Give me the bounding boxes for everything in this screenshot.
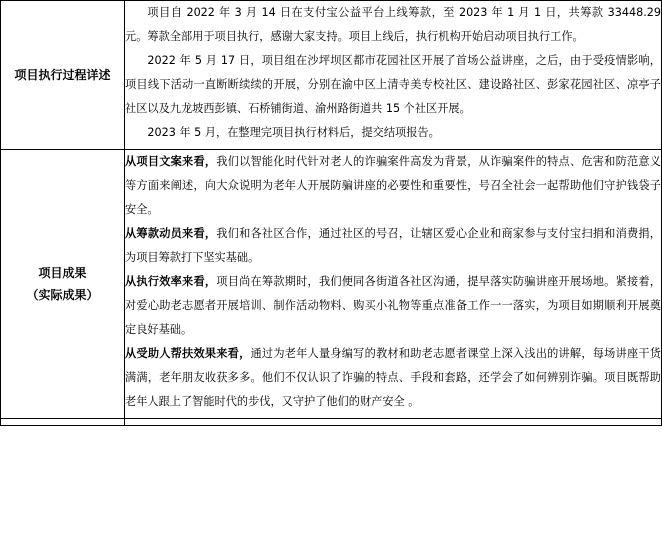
table-row-process: [1, 1, 662, 150]
table-row-results: [1, 150, 662, 419]
paragraph-fundraising: 项目自 2022 年 3 月 14 日在支付宝公益平台上线筹款，至 2023 年 1 月 1 日，共筹款 33448.29 元。筹款全部用于项目执行，感谢大家支持。项目上线后，执行机构开始启动项目执行工作。: [125, 6, 661, 43]
results-label-line2: （实际成果）: [26, 288, 99, 302]
section-text: 通过为老年人量身编写的教材和助老志愿者课堂上深入浅出的讲解，每场讲座干货满满，老年朋友收获多多。他们不仅认识了诈骗的特点、手段和套路，还学会了如何辨别诈骗。项目既帮助老年人跟上了智能时代的步伐，又守护了他们的财产安全 。: [125, 347, 661, 408]
section-text: 我们以智能化时代针对老人的诈骗案件高发为背景，从诈骗案件的特点、危害和防范意义等方面来阐述，向大众说明为老年人开展防骗讲座的必要性和重要性，号召全社会一起帮助他们守护钱袋子安全。: [125, 155, 661, 216]
table-row-next: [1, 419, 662, 426]
result-section-efficiency: [125, 270, 661, 342]
section-text: 项目尚在筹款期时，我们便同各街道各社区沟通，提早落实防骗讲座开展场地。紧接着，对爱心助老志愿者开展培训、制作活动物料、购买小礼物等重点准备工作一一落实，为项目如期顺利开展奠定良好基础。: [125, 275, 661, 336]
next-row-content-cell: [125, 419, 662, 426]
row-content-results: [125, 150, 662, 419]
result-section-fundraising: [125, 222, 661, 270]
result-section-beneficiary: [125, 342, 661, 414]
section-text: 我们和各社区合作，通过社区的号召，让辖区爱心企业和商家参与支付宝扫捐和消费捐，为项目筹款打下坚实基础。: [125, 227, 661, 264]
row-content-process: [125, 1, 662, 150]
section-heading: 从筹款动员来看，: [125, 227, 217, 240]
paragraph-activities: 2022 年 5 月 17 日，项目组在沙坪坝区都市花园社区开展了首场公益讲座，之后，由于受疫情影响，项目线下活动一直断断续续的开展，分别在渝中区上清寺美专校社区、建设路社区、彭家花园社区、凉亭子社区以及九龙坡西彭镇、石桥铺街道、渝州路街道共 15 个社区开展。: [125, 54, 661, 115]
closing-report-text: 2023 年 5 月，在整理完项目执行材料后，提交结项报告。: [147, 126, 440, 139]
row-label-process: 项目执行过程详述: [1, 1, 125, 150]
section-heading: 从执行效率来看，: [125, 275, 217, 288]
results-label-line1: 项目成果: [38, 266, 87, 280]
section-heading: 从受助人帮扶效果来看，: [125, 347, 251, 360]
result-section-copywriting: [125, 150, 661, 222]
row-label-results: [1, 150, 125, 419]
next-row-label-cell: [1, 419, 125, 426]
section-heading: 从项目文案来看，: [125, 155, 217, 168]
paragraph-closing-report: [125, 121, 661, 145]
